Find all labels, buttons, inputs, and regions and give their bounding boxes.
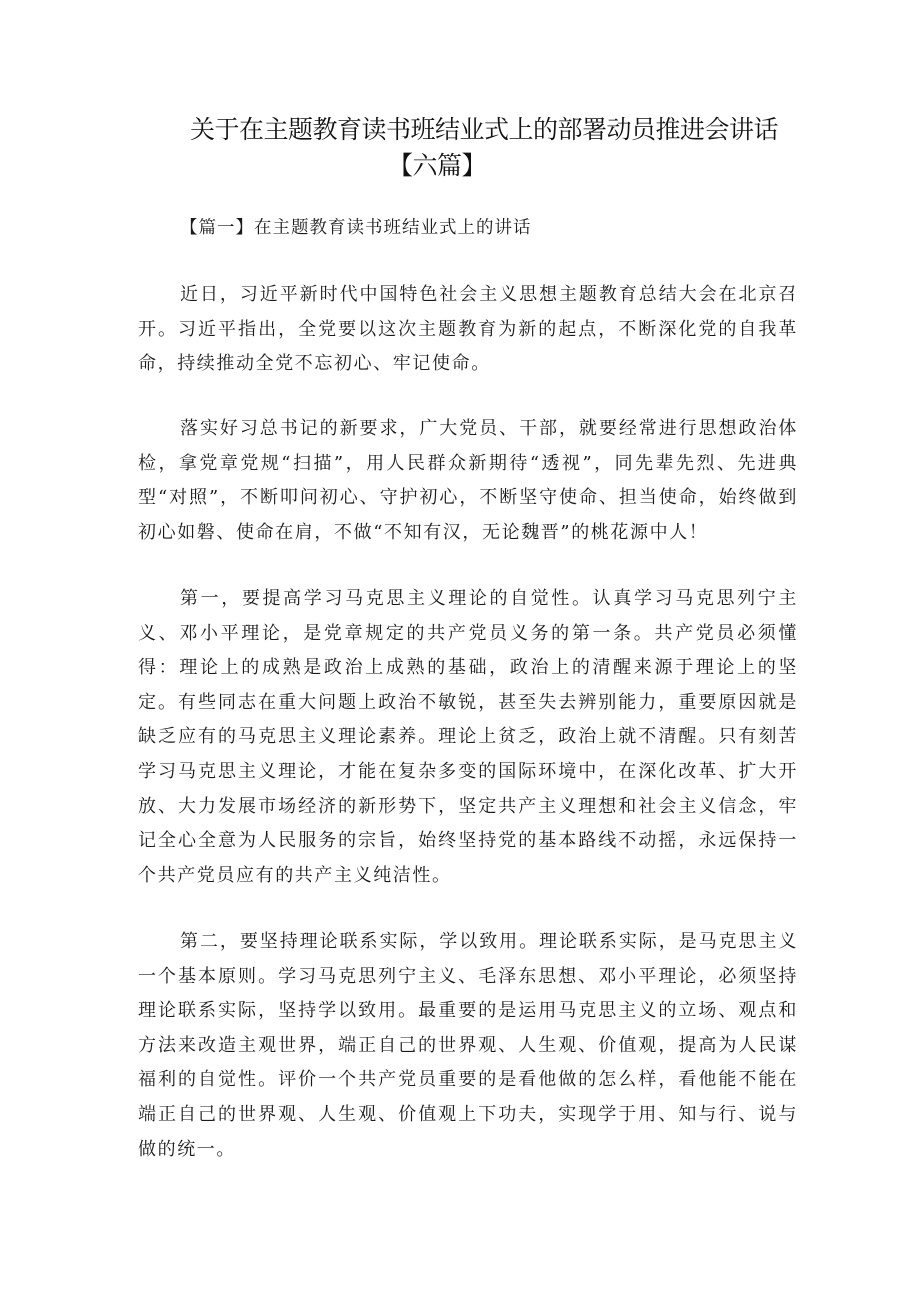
- paragraph: 第二，要坚持理论联系实际，学以致用。理论联系实际，是马克思主义一个基本原则。学习马克思列宁主义、毛泽东思想、邓小平理论，必须坚持理论联系实际，坚持学以致用。最重要的是运用马克思主义的立场、观点和方法来改造主观世界，端正自己的世界观、人生观、价值观，提高为人民谋福利的自觉性。评价一个共产党员重要的是看他做的怎么样，看他能不能在端正自己的世界观、人生观、价值观上下功夫，实现学于用、知与行、说与做的统一。: [138, 931, 798, 1160]
- paragraph: 落实好习总书记的新要求，广大党员、干部，就要经常进行思想政治体检，拿党章党规“扫描”，用人民群众新期待“透视”，同先辈先烈、先进典型“对照”，不断叩问初心、守护初心，不断坚守使命、担当使命，始终做到初心如磐、使命在肩，不做“不知有汉，无论魏晋”的桃花源中人！: [138, 418, 798, 543]
- paragraph: 第一，要提高学习马克思主义理论的自觉性。认真学习马克思列宁主义、邓小平理论，是党章规定的共产党员义务的第一条。共产党员必须懂得：理论上的成熟是政治上成熟的基础，政治上的清醒来源于理论上的坚定。有些同志在重大问题上政治不敏锐，甚至失去辨别能力，重要原因就是缺乏应有的马克思主义理论素养。理论上贫乏，政治上就不清醒。只有刻苦学习马克思主义理论，才能在复杂多变的国际环境中，在深化改革、扩大开放、大力发展市场经济的新形势下，坚定共产主义理想和社会主义信念，牢记全心全意为人民服务的宗旨，始终坚持党的基本路线不动摇，永远保持一个共产党员应有的共产主义纯洁性。: [138, 588, 798, 886]
- title-line-2: 【六篇】: [388, 151, 487, 180]
- paragraph: 近日，习近平新时代中国特色社会主义思想主题教育总结大会在北京召开。习近平指出，全党要以这次主题教育为新的起点，不断深化党的自我革命，持续推动全党不忘初心、牢记使命。: [138, 284, 798, 375]
- document-title: [190, 112, 810, 184]
- section-heading: 【篇一】在主题教育读书班结业式上的讲话: [180, 218, 532, 238]
- title-line-1: 关于在主题教育读书班结业式上的部署动员推进会讲话: [190, 115, 779, 144]
